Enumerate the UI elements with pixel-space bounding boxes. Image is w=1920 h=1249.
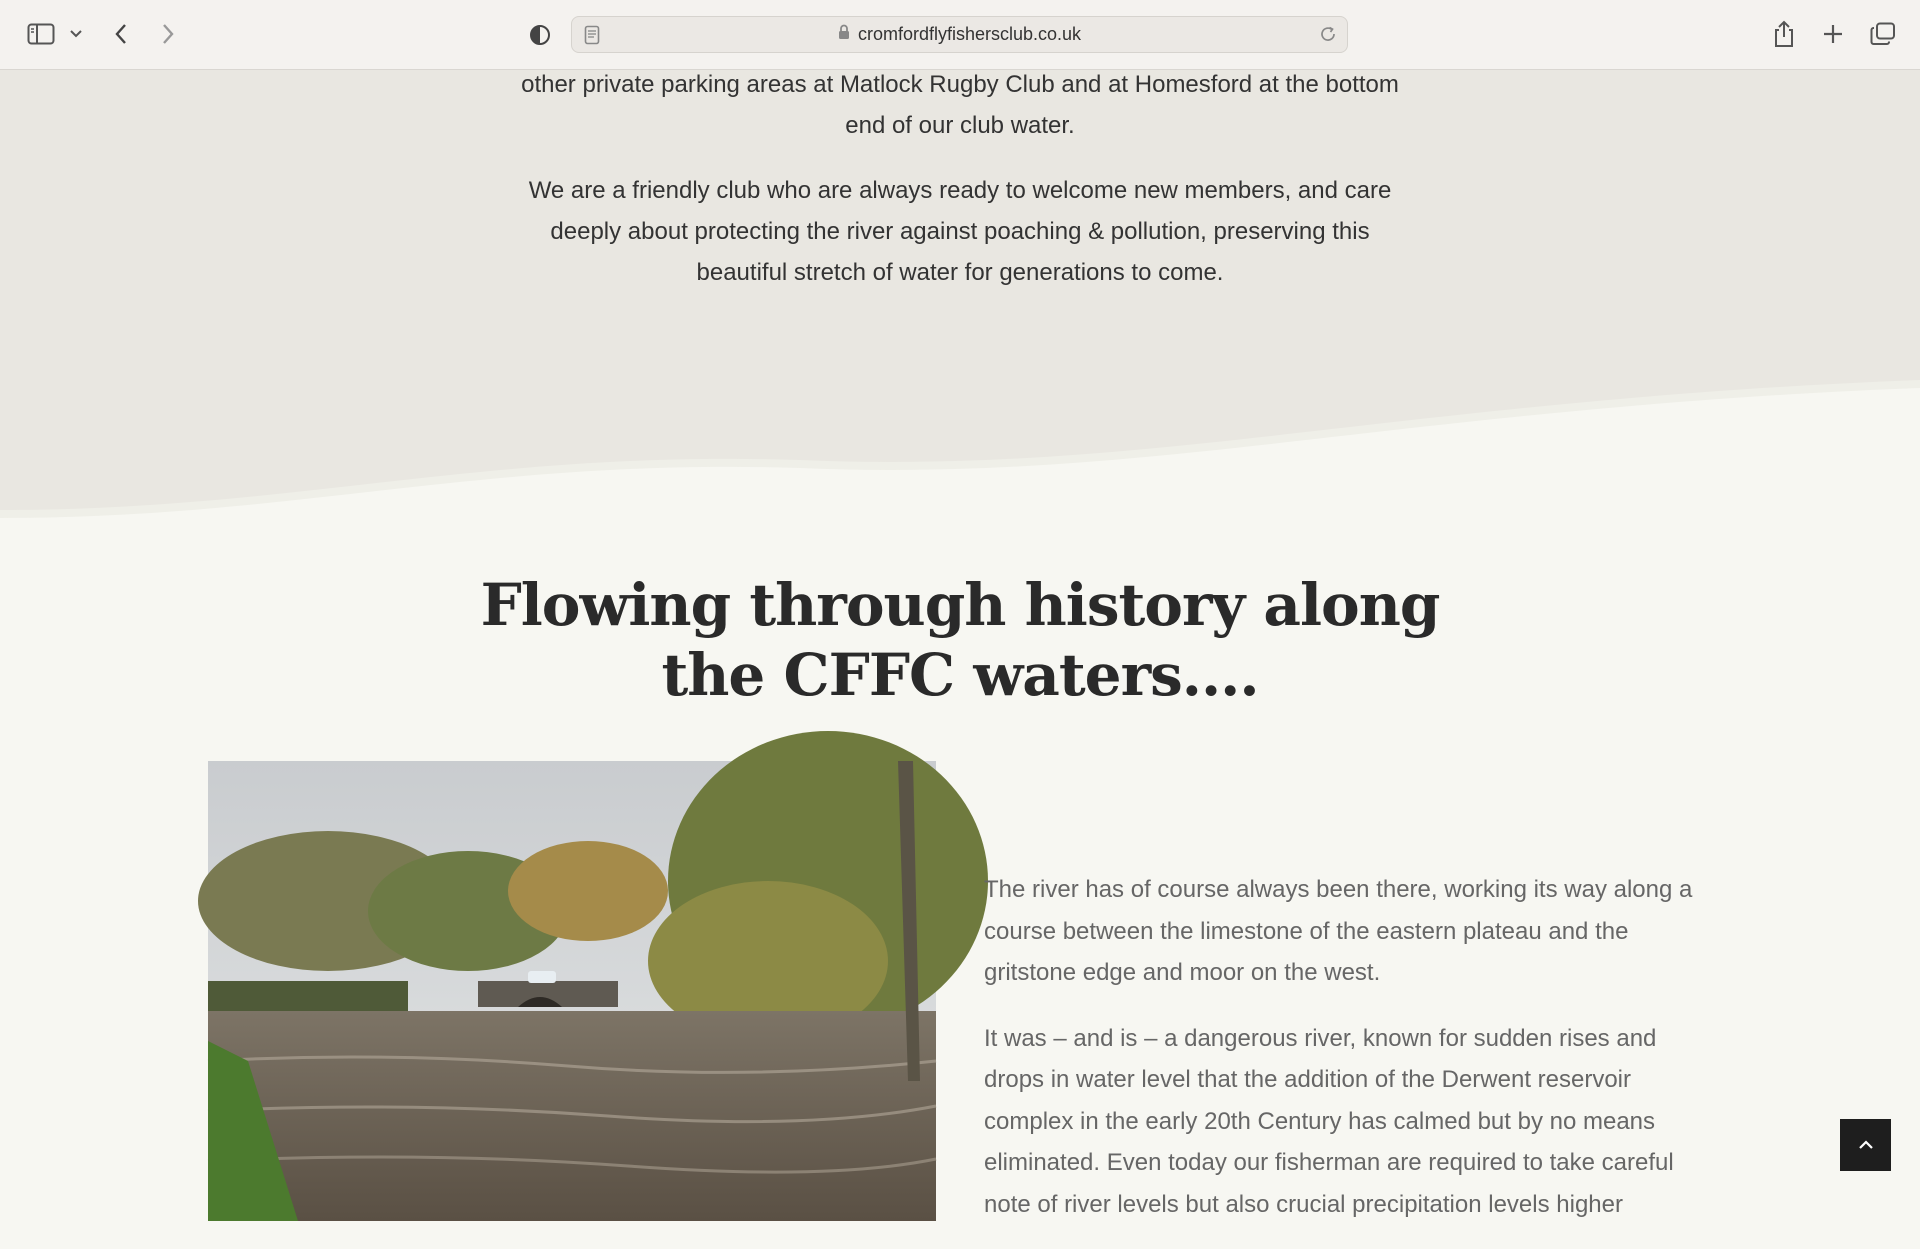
share-button[interactable] [1770, 18, 1798, 50]
intro-text [520, 64, 1400, 317]
sidebar-icon [27, 23, 55, 45]
browser-toolbar [0, 0, 1920, 70]
url-display[interactable] [572, 17, 1347, 52]
sidebar-toggle-button[interactable] [24, 20, 58, 48]
river-flood-photo [208, 761, 936, 1221]
intro-paragraph-welcome: We are a friendly club who are always ready to welcome new members, and care deeply about protecting the river against poaching & pollution, preserving this beautiful stretch of water for generations to come. [528, 177, 1392, 286]
forward-button[interactable] [155, 20, 181, 48]
history-paragraph-danger: It was – and is – a dangerous river, known for sudden rises and drops in water level that the addition of the Derwent reservoir complex in the early 20th Century has calmed but by no means eliminated. Even today our fisherman are required to take careful note of river levels but also crucial precipitation levels higher [984, 1024, 1674, 1218]
privacy-shield-icon [529, 23, 551, 47]
history-heading: Flowing through history along the CFFC waters.... [480, 571, 1440, 709]
new-tab-button[interactable] [1819, 20, 1847, 48]
address-bar[interactable] [571, 16, 1348, 53]
reload-icon[interactable] [1319, 25, 1337, 48]
forward-arrow-icon [161, 23, 175, 45]
wave-divider [0, 340, 1920, 540]
history-paragraph-river: The river has of course always been there, working its way along a course between the limestone of the eastern plateau and the gritstone edge and moor on the west. [984, 876, 1693, 986]
lock-icon [838, 24, 850, 45]
tab-overview-button[interactable] [1868, 20, 1898, 48]
sidebar-menu-button[interactable] [66, 24, 86, 44]
share-icon [1773, 20, 1795, 48]
url-text: cromfordflyfishersclub.co.uk [857, 24, 1082, 44]
chevron-up-icon [1858, 1140, 1874, 1150]
intro-paragraph-parking: other private parking areas at Matlock Rugby Club and at Homesford at the bottom end of our club water. [521, 71, 1399, 139]
back-button[interactable] [108, 20, 134, 48]
chevron-down-icon [70, 30, 82, 38]
tabs-overview-icon [1870, 22, 1896, 46]
history-text [984, 869, 1704, 1249]
privacy-report-button[interactable] [526, 21, 554, 49]
plus-icon [1822, 23, 1844, 45]
back-to-top-button[interactable] [1840, 1119, 1891, 1171]
back-arrow-icon [114, 23, 128, 45]
